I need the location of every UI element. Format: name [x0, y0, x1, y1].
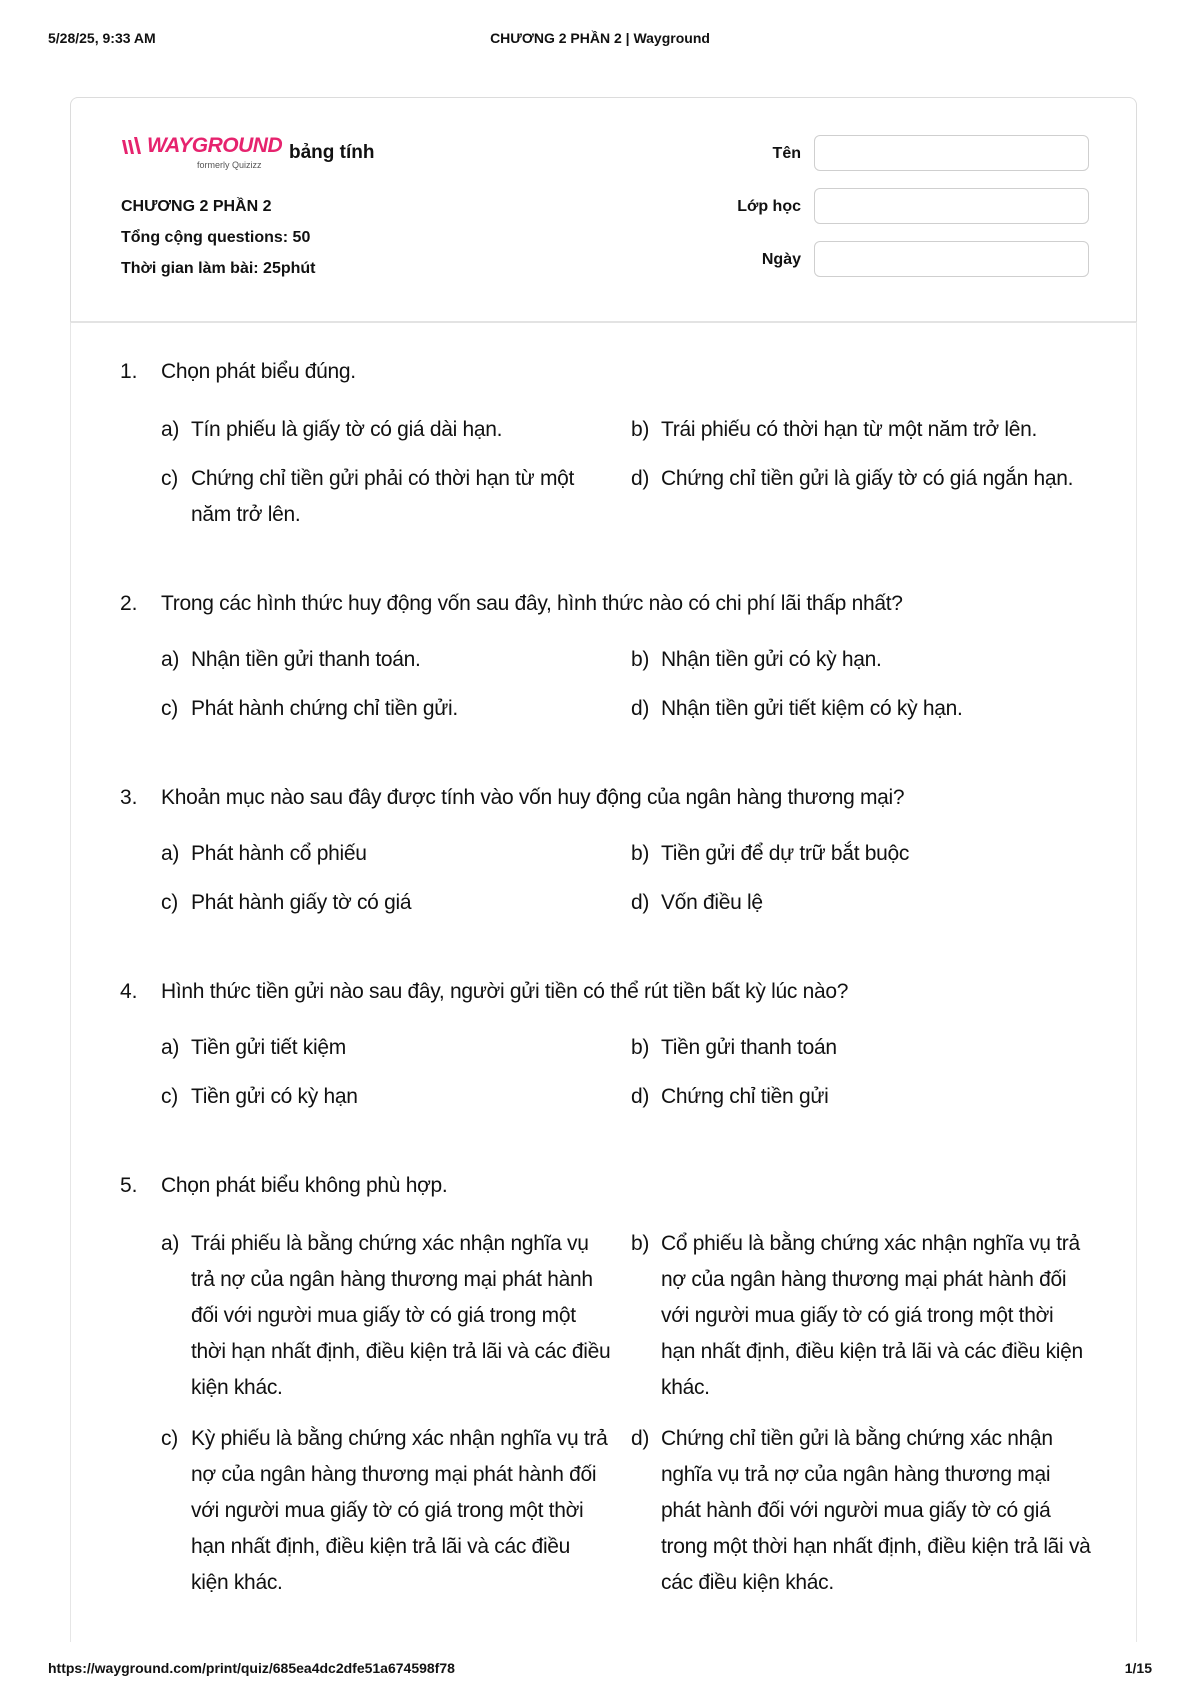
option-text: Chứng chỉ tiền gửi là bằng chứng xác nhận nghĩa vụ trả nợ của ngân hàng thương mại phát hành đối với người mua giấy tờ có giá trong một thời hạn nhất định, điều kiện trả lãi và các điều kiện khác. [661, 1427, 1091, 1594]
option-text: Trái phiếu có thời hạn từ một năm trở lên. [661, 418, 1038, 441]
option-text: Tiền gửi tiết kiệm [191, 1036, 346, 1059]
question-number: 1. [120, 360, 138, 383]
option-text: Trái phiếu là bằng chứng xác nhận nghĩa vụ trả nợ của ngân hàng thương mại phát hành đối với người mua giấy tờ có giá trong một thời hạn nhất định, điều kiện trả lãi và các điều kiện khác. [191, 1232, 611, 1399]
footer-url[interactable]: https://wayground.com/print/quiz/685ea4dc2dfe51a674598f78 [48, 1660, 455, 1676]
option-text: Phát hành chứng chỉ tiền gửi. [191, 697, 458, 720]
content-right-rule [1136, 322, 1137, 1642]
question-text: Trong các hình thức huy động vốn sau đây, hình thức nào có chi phí lãi thấp nhất? [161, 592, 903, 615]
option-letter: b) [631, 842, 650, 865]
option-text: Tiền gửi có kỳ hạn [191, 1085, 358, 1108]
content-left-rule [70, 322, 71, 1642]
class-label: Lớp học [737, 198, 801, 215]
question-text: Khoản mục nào sau đây được tính vào vốn huy động của ngân hàng thương mại? [161, 786, 905, 809]
option-text: Chứng chỉ tiền gửi [661, 1085, 829, 1108]
option-letter: b) [631, 1232, 650, 1255]
option-letter: d) [631, 891, 650, 914]
option-letter: c) [161, 467, 178, 490]
time-limit: Thời gian làm bài: 25phút [121, 260, 316, 277]
print-date: 5/28/25, 9:33 AM [48, 30, 156, 46]
print-header [48, 30, 1152, 50]
option-text: Chứng chỉ tiền gửi là giấy tờ có giá ngắn hạn. [661, 467, 1074, 490]
question-number: 3. [120, 786, 138, 809]
option-letter: b) [631, 648, 650, 671]
option-text: Nhận tiền gửi có kỳ hạn. [661, 648, 882, 671]
option-text: Phát hành giấy tờ có giá [191, 891, 412, 914]
option-text: Nhận tiền gửi tiết kiệm có kỳ hạn. [661, 697, 963, 720]
option-letter: d) [631, 1085, 650, 1108]
option-letter: c) [161, 1427, 178, 1450]
option-letter: d) [631, 697, 650, 720]
option-letter: d) [631, 1427, 650, 1450]
print-title: CHƯƠNG 2 PHẦN 2 | Wayground [490, 30, 710, 46]
question-number: 2. [120, 592, 138, 615]
option-letter: c) [161, 1085, 178, 1108]
sheet-type: bảng tính [289, 142, 375, 163]
question-number: 4. [120, 980, 138, 1003]
option-text: Tiền gửi để dự trữ bắt buộc [661, 842, 910, 865]
date-label: Ngày [761, 251, 801, 268]
option-letter: c) [161, 891, 178, 914]
option-text: Vốn điều lệ [661, 891, 763, 914]
option-letter: a) [161, 842, 180, 865]
option-text: Chứng chỉ tiền gửi phải có thời hạn từ một năm trở lên. [191, 467, 575, 526]
class-field[interactable] [814, 188, 1089, 224]
option-text: Nhận tiền gửi thanh toán. [191, 648, 421, 671]
question-text: Chọn phát biểu không phù hợp. [161, 1174, 448, 1197]
logo-subtitle: formerly Quizizz [197, 160, 262, 170]
option-letter: c) [161, 697, 178, 720]
option-letter: a) [161, 1232, 180, 1255]
option-letter: b) [631, 1036, 650, 1059]
option-text: Tiền gửi thanh toán [661, 1036, 837, 1059]
total-questions: Tổng cộng questions: 50 [121, 229, 311, 246]
date-field[interactable] [814, 241, 1089, 277]
option-text: Cổ phiếu là bằng chứng xác nhận nghĩa vụ trả nợ của ngân hàng thương mại phát hành đối với người mua giấy tờ có giá trong một thời hạn nhất định, điều kiện trả lãi và các điều kiện khác. [661, 1232, 1083, 1399]
worksheet-header-card [70, 97, 1137, 323]
option-letter: b) [631, 418, 650, 441]
name-field[interactable] [814, 135, 1089, 171]
option-letter: a) [161, 418, 180, 441]
wayground-logo [121, 136, 281, 172]
name-label: Tên [772, 145, 801, 162]
option-letter: a) [161, 648, 180, 671]
logo-wordmark: WAYGROUND [147, 134, 283, 157]
print-footer [48, 1660, 1152, 1680]
option-letter: a) [161, 1036, 180, 1059]
question-text: Chọn phát biểu đúng. [161, 360, 356, 383]
option-text: Tín phiếu là giấy tờ có giá dài hạn. [191, 418, 503, 441]
quiz-title: CHƯƠNG 2 PHẦN 2 [121, 198, 272, 215]
question-text: Hình thức tiền gửi nào sau đây, người gửi tiền có thể rút tiền bất kỳ lúc nào? [161, 980, 849, 1003]
option-text: Phát hành cổ phiếu [191, 842, 367, 865]
option-letter: d) [631, 467, 650, 490]
question-number: 5. [120, 1174, 138, 1197]
option-text: Kỳ phiếu là bằng chứng xác nhận nghĩa vụ trả nợ của ngân hàng thương mại phát hành đối với người mua giấy tờ có giá trong một thời hạn nhất định, điều kiện trả lãi và các điều kiện khác. [191, 1427, 608, 1594]
page-number: 1/15 [1124, 1660, 1152, 1676]
wayground-logo-icon [121, 136, 147, 156]
